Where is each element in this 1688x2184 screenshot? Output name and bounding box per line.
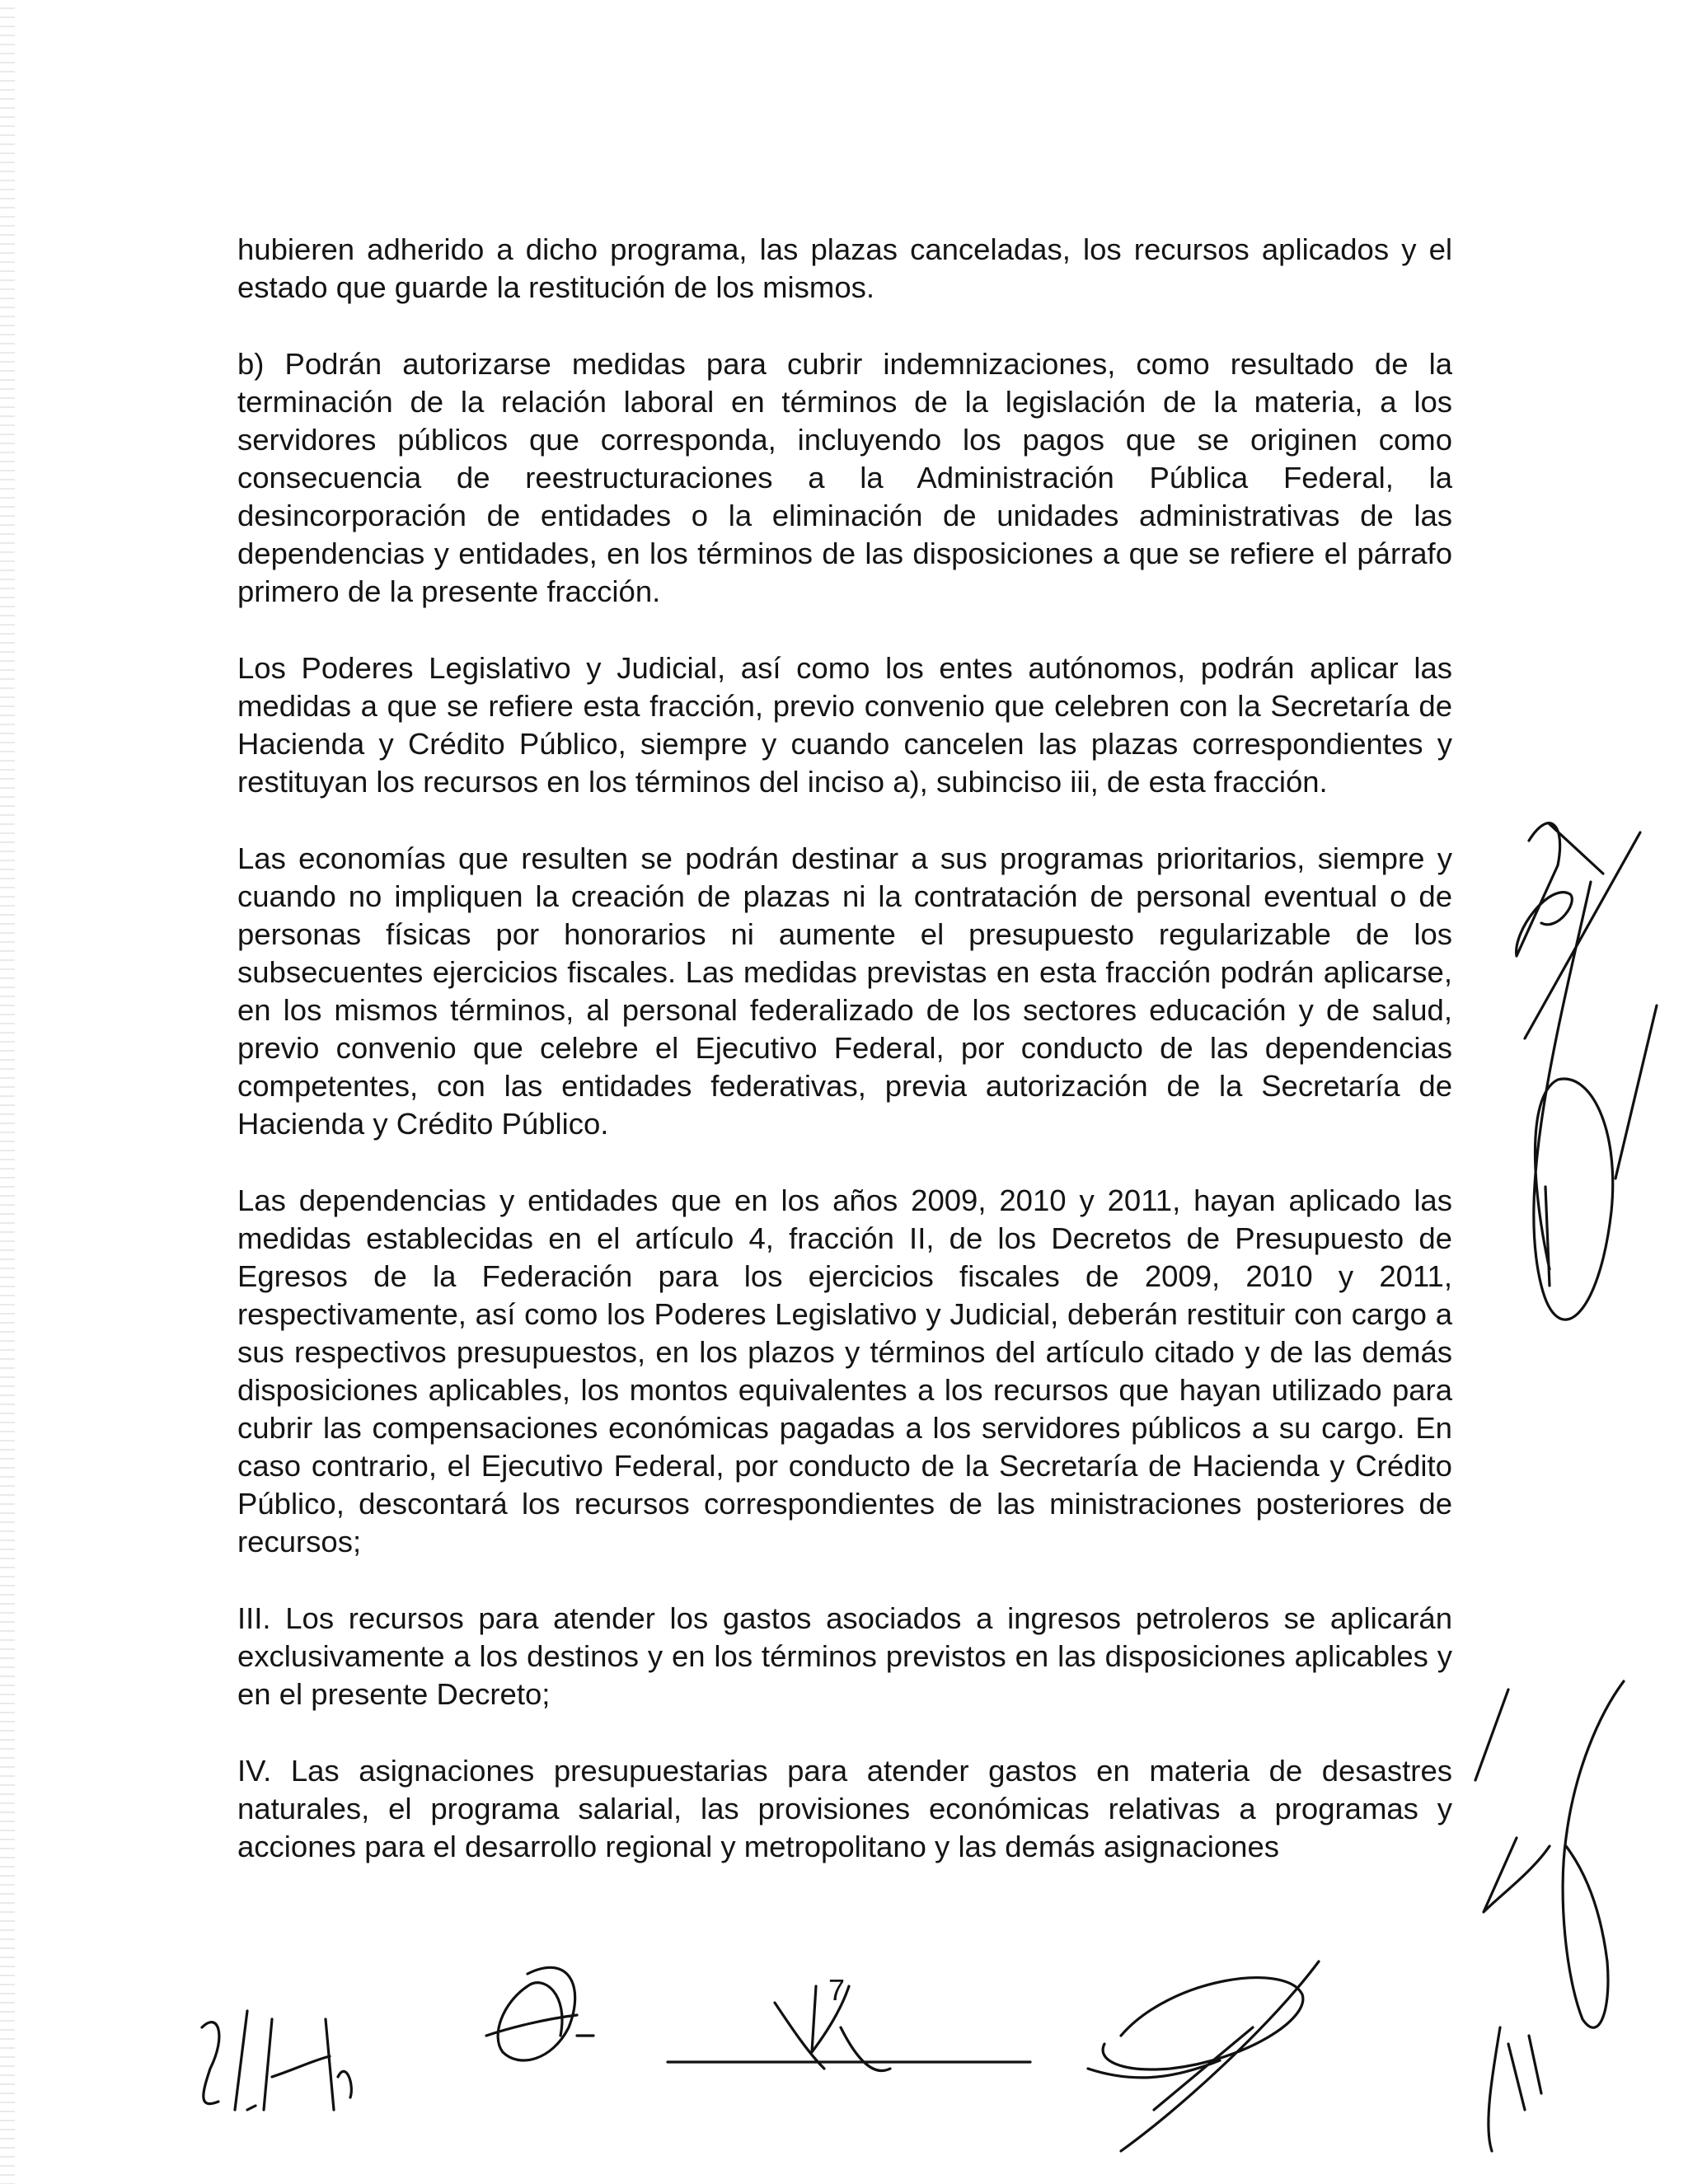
signature-bottom-2 bbox=[486, 1967, 593, 2060]
paragraph-item-b: b) Podrán autorizarse medidas para cubrir indemnizaciones, como resultado de la terminación de la relación laboral en términos de la legislación de la materia, a los servidores públicos que corresponda, incluyendo los pagos que se originen como consecuencia de reestructuraciones a la Administración Pública Federal, la desincorporación de entidades o la eliminación de unidades administrativas de las dependencias y entidades, en los términos de las disposiciones a que se refiere el párrafo primero de la presente fracción. bbox=[237, 347, 1452, 608]
signature-right-margin-upper bbox=[1517, 823, 1657, 1319]
paragraph-fraccion-iii: III. Los recursos para atender los gastos asociados a ingresos petroleros se aplicarán exclusivamente a los destinos y en los términos previstos en las disposiciones aplicables y en el presente Decreto; bbox=[237, 1601, 1452, 1711]
paragraph-continuation: hubieren adherido a dicho programa, las plazas canceladas, los recursos aplicados y el estado que guarde la restitución de los mismos. bbox=[237, 232, 1452, 304]
signature-bottom-1 bbox=[202, 2011, 351, 2110]
scan-edge-artifact bbox=[0, 0, 15, 2184]
signature-bottom-4 bbox=[1088, 1961, 1319, 2151]
paragraph-economias: Las economías que resulten se podrán destinar a sus programas prioritarios, siempre y cuando no impliquen la creación de plazas ni la contratación de personal eventual o de personas físicas por honorarios ni aumente el presupuesto regularizable de los subsecuentes ejercicios fiscales. Las medidas previstas en esta fracción podrán aplicarse, en los mismos términos, al personal federalizado de los sectores educación y de salud, previo convenio que celebre el Ejecutivo Federal, por conducto de las dependencias competentes, con las entidades federativas, previa autorización de la Secretaría de Hacienda y Crédito Público. bbox=[237, 841, 1452, 1141]
page-number: 7 bbox=[828, 1973, 846, 2007]
body-text bbox=[237, 231, 1452, 1905]
paragraph-dependencias: Las dependencias y entidades que en los años 2009, 2010 y 2011, hayan aplicado las medidas establecidas en el artículo 4, fracción II, de los Decretos de Presupuesto de Egresos de la Federación para los ejercicios fiscales de 2009, 2010 y 2011, respectivamente, así como los Poderes Legislativo y Judicial, deberán restituir con cargo a sus respectivos presupuestos, en los plazos y términos del artículo citado y de las demás disposiciones aplicables, los montos equivalentes a los recursos que hayan utilizado para cubrir las compensaciones económicas pagadas a los servidores públicos a su cargo. En caso contrario, el Ejecutivo Federal, por conducto de la Secretaría de Hacienda y Crédito Público, descontará los recursos correspondientes de las ministraciones posteriores de recursos; bbox=[237, 1183, 1452, 1558]
paragraph-fraccion-iv: IV. Las asignaciones presupuestarias para atender gastos en materia de desastres naturales, el programa salarial, las provisiones económicas relativas a programas y acciones para el desarrollo regional y metropolitano y las demás asignaciones bbox=[237, 1754, 1452, 1863]
signature-right-margin-lower bbox=[1475, 1681, 1624, 2151]
paragraph-poderes: Los Poderes Legislativo y Judicial, así como los entes autónomos, podrán aplicar las medidas a que se refiere esta fracción, previo convenio que celebren con la Secretaría de Hacienda y Crédito Público, siempre y cuando cancelen las plazas correspondientes y restituyan los recursos en los términos del inciso a), subinciso iii, de esta fracción. bbox=[237, 651, 1452, 799]
